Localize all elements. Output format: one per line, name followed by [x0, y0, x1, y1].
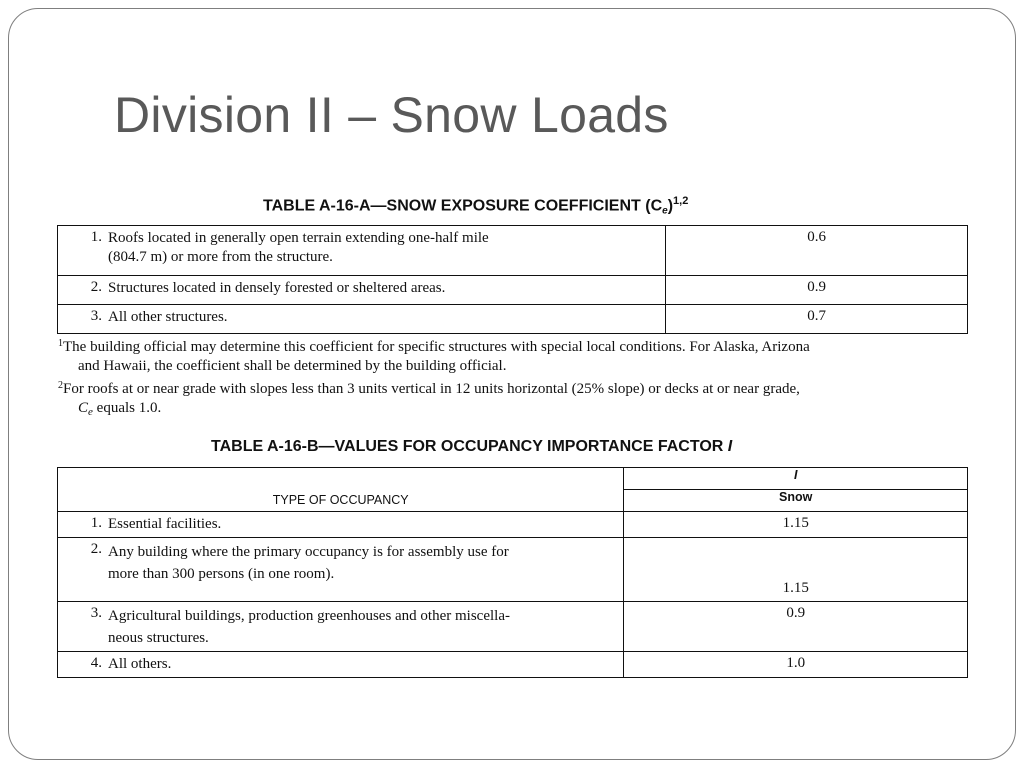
footnote-1	[58, 334, 973, 357]
row-text: Roofs located in generally open terrain extending one-half mile	[108, 230, 489, 246]
table-a-caption-sub: e	[662, 205, 668, 217]
table-a-caption-main: TABLE A-16-A—SNOW EXPOSURE COEFFICIENT (C	[263, 197, 663, 215]
row-number: 2.	[90, 541, 102, 557]
table-row	[58, 538, 968, 602]
footnote-2-rest: equals 1.0.	[92, 400, 162, 416]
importance-value: 0.9	[624, 602, 968, 652]
table-a-caption-close: )	[667, 197, 674, 215]
row-text: Agricultural buildings, production greenhouses and other miscella-	[108, 608, 510, 624]
footnote-2-mark: 2	[58, 380, 63, 391]
table-header-row	[58, 468, 968, 490]
table-b-item-cell	[58, 538, 624, 602]
occupancy-importance-table	[57, 467, 968, 678]
table-row	[58, 512, 968, 538]
importance-value: 1.0	[624, 652, 968, 678]
row-number: 2.	[90, 279, 102, 295]
row-number: 1.	[90, 229, 102, 245]
type-of-occupancy-header: TYPE OF OCCUPANCY	[58, 468, 624, 512]
table-a-item-cell	[58, 226, 666, 276]
table-b-caption-main: TABLE A-16-B—VALUES FOR OCCUPANCY IMPORTANCE FACTOR	[211, 438, 724, 455]
table-row	[58, 226, 968, 276]
row-text-continued: (804.7 m) or more from the structure.	[108, 249, 333, 265]
slide-title: Division II – Snow Loads	[114, 87, 669, 143]
table-row	[58, 602, 968, 652]
coefficient-value: 0.9	[666, 276, 968, 305]
footnote-2-line-1: For roofs at or near grade with slopes less than 3 units vertical in 12 units horizontal (25% slope) or decks at or near grade,	[63, 381, 800, 397]
coefficient-value: 0.6	[666, 226, 968, 276]
footnote-2-var-sub: e	[88, 406, 93, 418]
table-a-footnotes	[58, 334, 973, 422]
footnote-1-line-2: and Hawaii, the coefficient shall be determined by the building official.	[78, 358, 507, 374]
row-text-continued: more than 300 persons (in one room).	[108, 566, 335, 582]
importance-value: 1.15	[624, 512, 968, 538]
footnote-2	[58, 376, 973, 399]
footnote-2-line-2	[58, 399, 973, 422]
row-text: Essential facilities.	[108, 516, 222, 532]
importance-value: 1.15	[624, 538, 968, 602]
table-row	[58, 305, 968, 334]
table-a-caption-sup: 1,2	[673, 195, 689, 207]
row-text: All others.	[108, 656, 172, 672]
table-row	[58, 276, 968, 305]
table-b-caption	[211, 438, 732, 456]
snow-header: Snow	[624, 490, 968, 512]
row-text: All other structures.	[108, 309, 228, 325]
coefficient-value: 0.7	[666, 305, 968, 334]
table-a-item-cell	[58, 305, 666, 334]
row-text: Any building where the primary occupancy is for assembly use for	[108, 544, 509, 560]
row-number: 3.	[90, 308, 102, 324]
table-row	[58, 652, 968, 678]
row-text: Structures located in densely forested or sheltered areas.	[108, 280, 446, 296]
table-a-caption	[263, 195, 688, 216]
table-b-caption-var: I	[727, 438, 733, 455]
table-b-item-cell	[58, 602, 624, 652]
table-b-item-cell	[58, 652, 624, 678]
importance-factor-header: I	[624, 468, 968, 490]
row-number: 3.	[90, 605, 102, 621]
footnote-1-line-1: The building official may determine this coefficient for specific structures with special local conditions. For Alaska, Arizona	[63, 339, 810, 355]
row-number: 4.	[90, 655, 102, 671]
table-b-item-cell	[58, 512, 624, 538]
footnote-2-var: C	[78, 400, 89, 416]
row-text-continued: neous structures.	[108, 630, 209, 646]
table-a-item-cell	[58, 276, 666, 305]
footnote-1-mark: 1	[58, 338, 63, 349]
snow-exposure-table	[57, 225, 968, 334]
row-number: 1.	[90, 515, 102, 531]
